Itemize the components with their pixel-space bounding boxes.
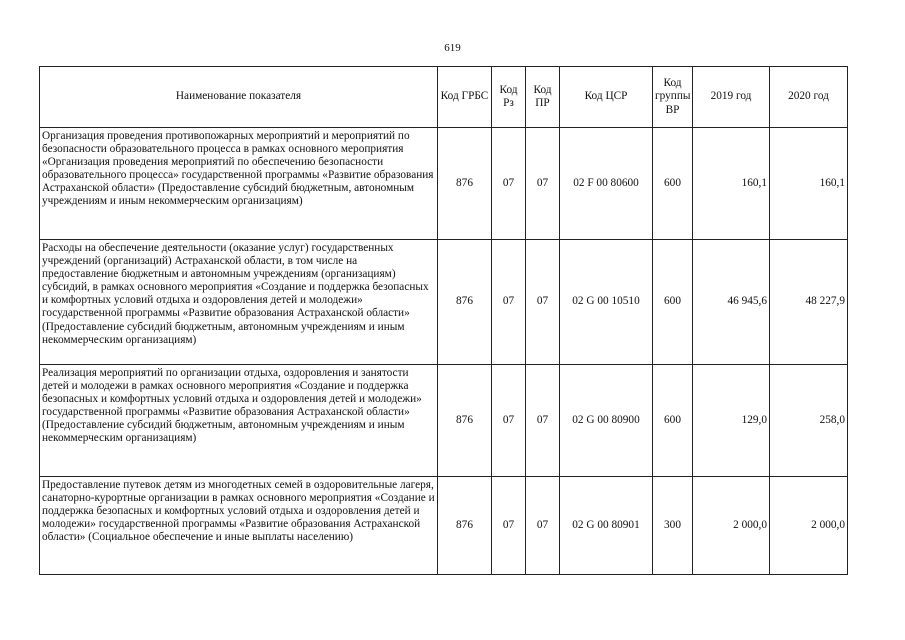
row-2019: 2 000,0	[693, 477, 770, 575]
table-row	[40, 477, 848, 575]
row-2019: 129,0	[693, 365, 770, 477]
row-2020: 48 227,9	[770, 240, 848, 365]
table-header-row	[40, 67, 848, 128]
row-csr: 02 G 00 80900	[560, 365, 653, 477]
row-grbs: 876	[438, 128, 492, 240]
row-pr: 07	[526, 365, 560, 477]
header-vr: Код группы ВР	[653, 67, 693, 128]
budget-table	[39, 66, 848, 575]
row-pr: 07	[526, 240, 560, 365]
row-pr: 07	[526, 477, 560, 575]
row-name: Расходы на обеспечение деятельности (оказание услуг) государственных учреждений (организаций) Астраханской области, в том числе на предоставление бюджетным и автономным учреждениям (организациям) субсидий, в рамках основного мероприятия «Создание и поддержка безопасных и комфортных условий отдыха и оздоровления детей и молодежи» государственной программы «Развитие образования Астраханской области» (Предоставление субсидий бюджетным, автономным учреждениям и иным некоммерческим организациям)	[40, 240, 438, 365]
row-rz: 07	[492, 477, 526, 575]
table-row	[40, 240, 848, 365]
header-2020: 2020 год	[770, 67, 848, 128]
row-2020: 160,1	[770, 128, 848, 240]
header-rz: Код Рз	[492, 67, 526, 128]
row-csr: 02 F 00 80600	[560, 128, 653, 240]
row-pr: 07	[526, 128, 560, 240]
row-rz: 07	[492, 365, 526, 477]
row-vr: 300	[653, 477, 693, 575]
row-rz: 07	[492, 128, 526, 240]
row-csr: 02 G 00 80901	[560, 477, 653, 575]
row-name: Реализация мероприятий по организации отдыха, оздоровления и занятости детей и молодежи в рамках основного мероприятия «Создание и поддержка безопасных и комфортных условий отдыха и оздоровления детей и молодежи» государственной программы «Развитие образования Астраханской области» (Предоставление субсидий бюджетным, автономным учреждениям и иным некоммерческим организациям)	[40, 365, 438, 477]
row-vr: 600	[653, 128, 693, 240]
table-row	[40, 365, 848, 477]
row-2019: 46 945,6	[693, 240, 770, 365]
table-row	[40, 128, 848, 240]
header-grbs: Код ГРБС	[438, 67, 492, 128]
row-rz: 07	[492, 240, 526, 365]
row-grbs: 876	[438, 477, 492, 575]
header-2019: 2019 год	[693, 67, 770, 128]
row-2019: 160,1	[693, 128, 770, 240]
row-vr: 600	[653, 240, 693, 365]
row-vr: 600	[653, 365, 693, 477]
page-number: 619	[444, 42, 461, 54]
header-pr: Код ПР	[526, 67, 560, 128]
row-2020: 2 000,0	[770, 477, 848, 575]
row-name: Организация проведения противопожарных мероприятий и мероприятий по безопасности образовательного процесса в рамках основного мероприятия «Организация проведения мероприятий по обеспечению безопасности образовательного процесса» государственной программы «Развитие образования Астраханской области» (Предоставление субсидий бюджетным, автономным учреждениям и иным некоммерческим организациям)	[40, 128, 438, 240]
header-csr: Код ЦСР	[560, 67, 653, 128]
header-name: Наименование показателя	[40, 67, 438, 128]
row-csr: 02 G 00 10510	[560, 240, 653, 365]
row-grbs: 876	[438, 365, 492, 477]
row-2020: 258,0	[770, 365, 848, 477]
row-name: Предоставление путевок детям из многодетных семей в оздоровительные лагеря, санаторно-курортные организации в рамках основного мероприятия «Создание и поддержка безопасных и комфортных условий отдыха и оздоровления детей и молодежи» государственной программы «Развитие образования Астраханской области» (Социальное обеспечение и иные выплаты населению)	[40, 477, 438, 575]
row-grbs: 876	[438, 240, 492, 365]
